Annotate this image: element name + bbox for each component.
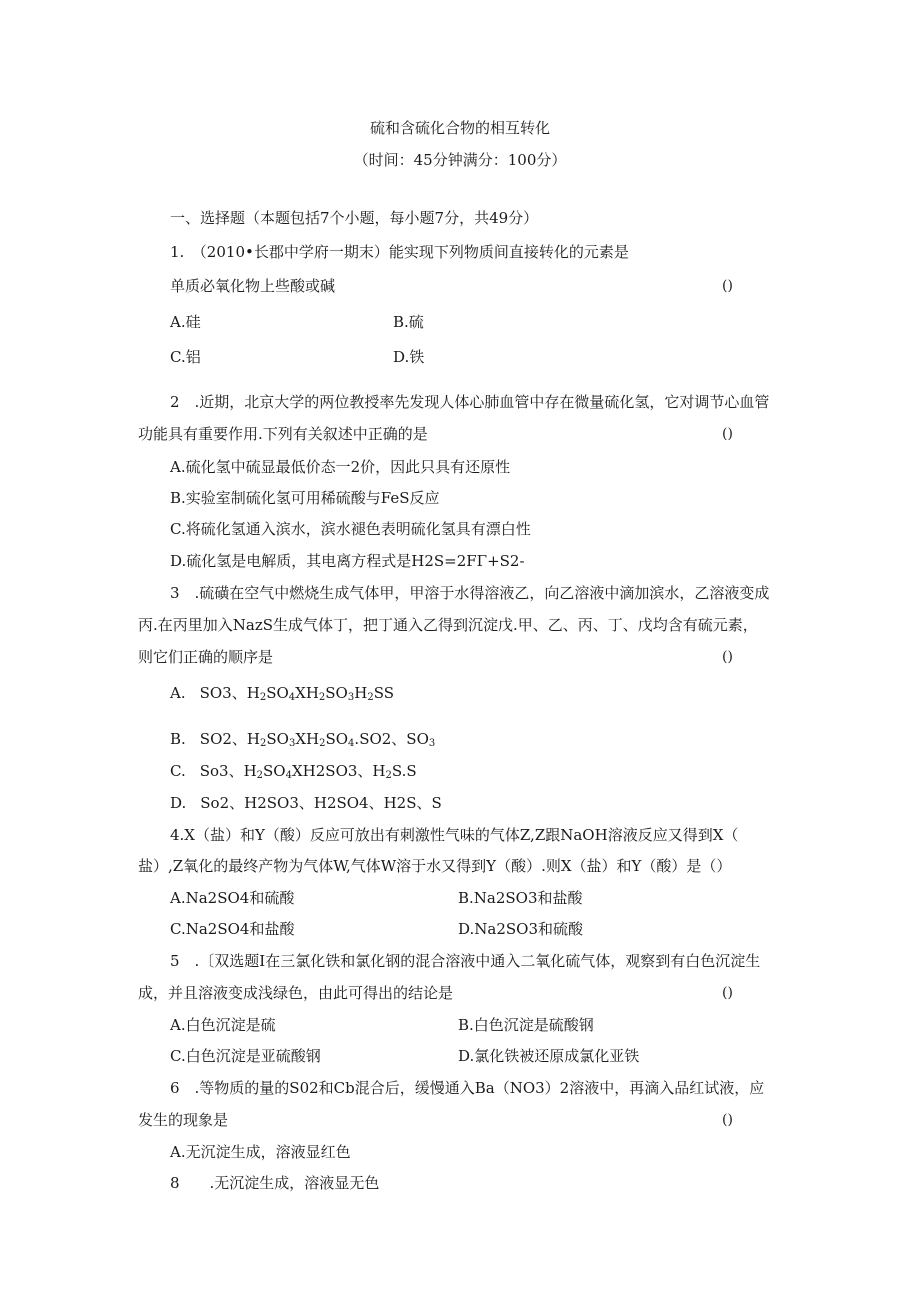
q3-option-a-label: A.: [170, 684, 186, 702]
q3-option-d-label: D.: [170, 794, 187, 812]
q3-option-c-label: C.: [170, 762, 186, 780]
q1-stem: 1. （2010•长郡中学府一期末）能实现下列物质间直接转化的元素是: [170, 243, 629, 261]
q1-option-b: B.硫: [393, 313, 424, 331]
q2-option-c: C.将硫化氢通入滨水，滨水褪色表明硫化氢具有漂白性: [170, 520, 531, 538]
q2-option-a: A.硫化氢中硫显最低价态一2价，因此只具有还原性: [170, 458, 511, 476]
q5-option-a: A.白色沉淀是硫: [170, 1016, 276, 1034]
q4-option-a: A.Na2SO4和硫酸: [170, 889, 295, 907]
q3-option-a: A. SO3、$H_2SO_4XH_2SO_3H_2SS$: [170, 684, 394, 703]
q3-stem-line1: 3 .硫磺在空气中燃烧生成气体甲，甲溶于水得溶液乙，向乙溶液中滴加滨水，乙溶液变成: [170, 584, 770, 602]
q3-option-c: C. So3、$H_2SO_4XH2SO3$、$H_2S.S$: [170, 762, 417, 781]
q4-option-d: D.Na2SO3和硫酸: [458, 920, 583, 938]
q6-stem-line2: 发生的现象是: [138, 1111, 229, 1129]
q1-option-d: D.铁: [393, 348, 425, 366]
q4-option-c: C.Na2SO4和盐酸: [170, 920, 295, 938]
q1-answer-bracket: (): [722, 278, 733, 294]
document-title: 硫和含硫化合物的相互转化: [369, 119, 550, 137]
q6-answer-bracket: (): [722, 1112, 733, 1128]
q5-option-d: D.氯化铁被还原成氯化亚铁: [458, 1047, 640, 1065]
q5-stem-line2: 成，并且溶液变成浅绿色，由此可得出的结论是: [138, 984, 454, 1002]
q1-option-c: C.铝: [170, 348, 201, 366]
q2-option-d: D.硫化氢是电解质，其电离方程式是H2S=2FΓ+S2-: [170, 552, 525, 570]
q3-option-d: D. So2、H2SO3、H2SO4、H2S、S: [170, 794, 442, 812]
section-heading: 一、选择题（本题包括7个小题，每小题7分，共49分）: [170, 209, 539, 227]
q6-option-a: A.无沉淀生成，溶液显红色: [170, 1143, 351, 1161]
q5-option-b: B.白色沉淀是硫酸钢: [458, 1016, 594, 1034]
q2-stem-line2: 功能具有重要作用.下列有关叙述中正确的是: [138, 425, 428, 443]
q5-stem-line1: 5 .〔双选题I在三氯化铁和氯化钢的混合溶液中通入二氧化硫气体，观察到有白色沉淀生: [170, 952, 761, 970]
q4-stem-line1: 4.X（盐）和Y（酸）反应可放出有刺激性气味的气体Z,Z跟NaOH溶液反应又得到X（: [170, 826, 739, 844]
q2-option-b: B.实验室制硫化氢可用稀硫酸与FeS反应: [170, 489, 440, 507]
q1-option-a: A.硅: [170, 313, 201, 331]
q3-stem-line3: 则它们正确的顺序是: [138, 648, 274, 666]
q2-stem-line1: 2 .近期，北京大学的两位教授率先发现人体心肺血管中存在微量硫化氢，它对调节心血管: [170, 393, 770, 411]
q3-option-b: B. SO2、$H_2SO_3XH_2SO_4.SO2$、$SO_3$: [170, 730, 436, 749]
q3-stem-line2: 丙.在丙里加入NazS生成气体丁，把丁通入乙得到沉淀戊.甲、乙、丙、丁、戊均含有硫元素，: [138, 616, 758, 634]
q5-answer-bracket: (): [722, 985, 733, 1001]
q5-option-c: C.白色沉淀是亚硫酸钢: [170, 1047, 321, 1065]
document-subtitle: （时间：45分钟满分：100分）: [353, 151, 567, 169]
q4-option-b: B.Na2SO3和盐酸: [458, 889, 583, 907]
q4-stem-line2: 盐）,Z氧化的最终产物为气体W,气体W溶于水又得到Y（酸）.则X（盐）和Y（酸）是（）: [138, 857, 732, 875]
q1-stem-line2: 单质必氧化物上些酸或碱: [170, 277, 336, 295]
q6-option-b: 8 .无沉淀生成，溶液显无色: [170, 1174, 380, 1192]
q2-answer-bracket: (): [722, 426, 733, 442]
q3-answer-bracket: (): [722, 649, 733, 665]
q6-stem-line1: 6 .等物质的量的S02和Cb混合后，缓慢通入Ba（NO3）2溶液中，再滴入品红试液，应: [170, 1079, 765, 1097]
q3-option-b-label: B.: [170, 730, 186, 748]
